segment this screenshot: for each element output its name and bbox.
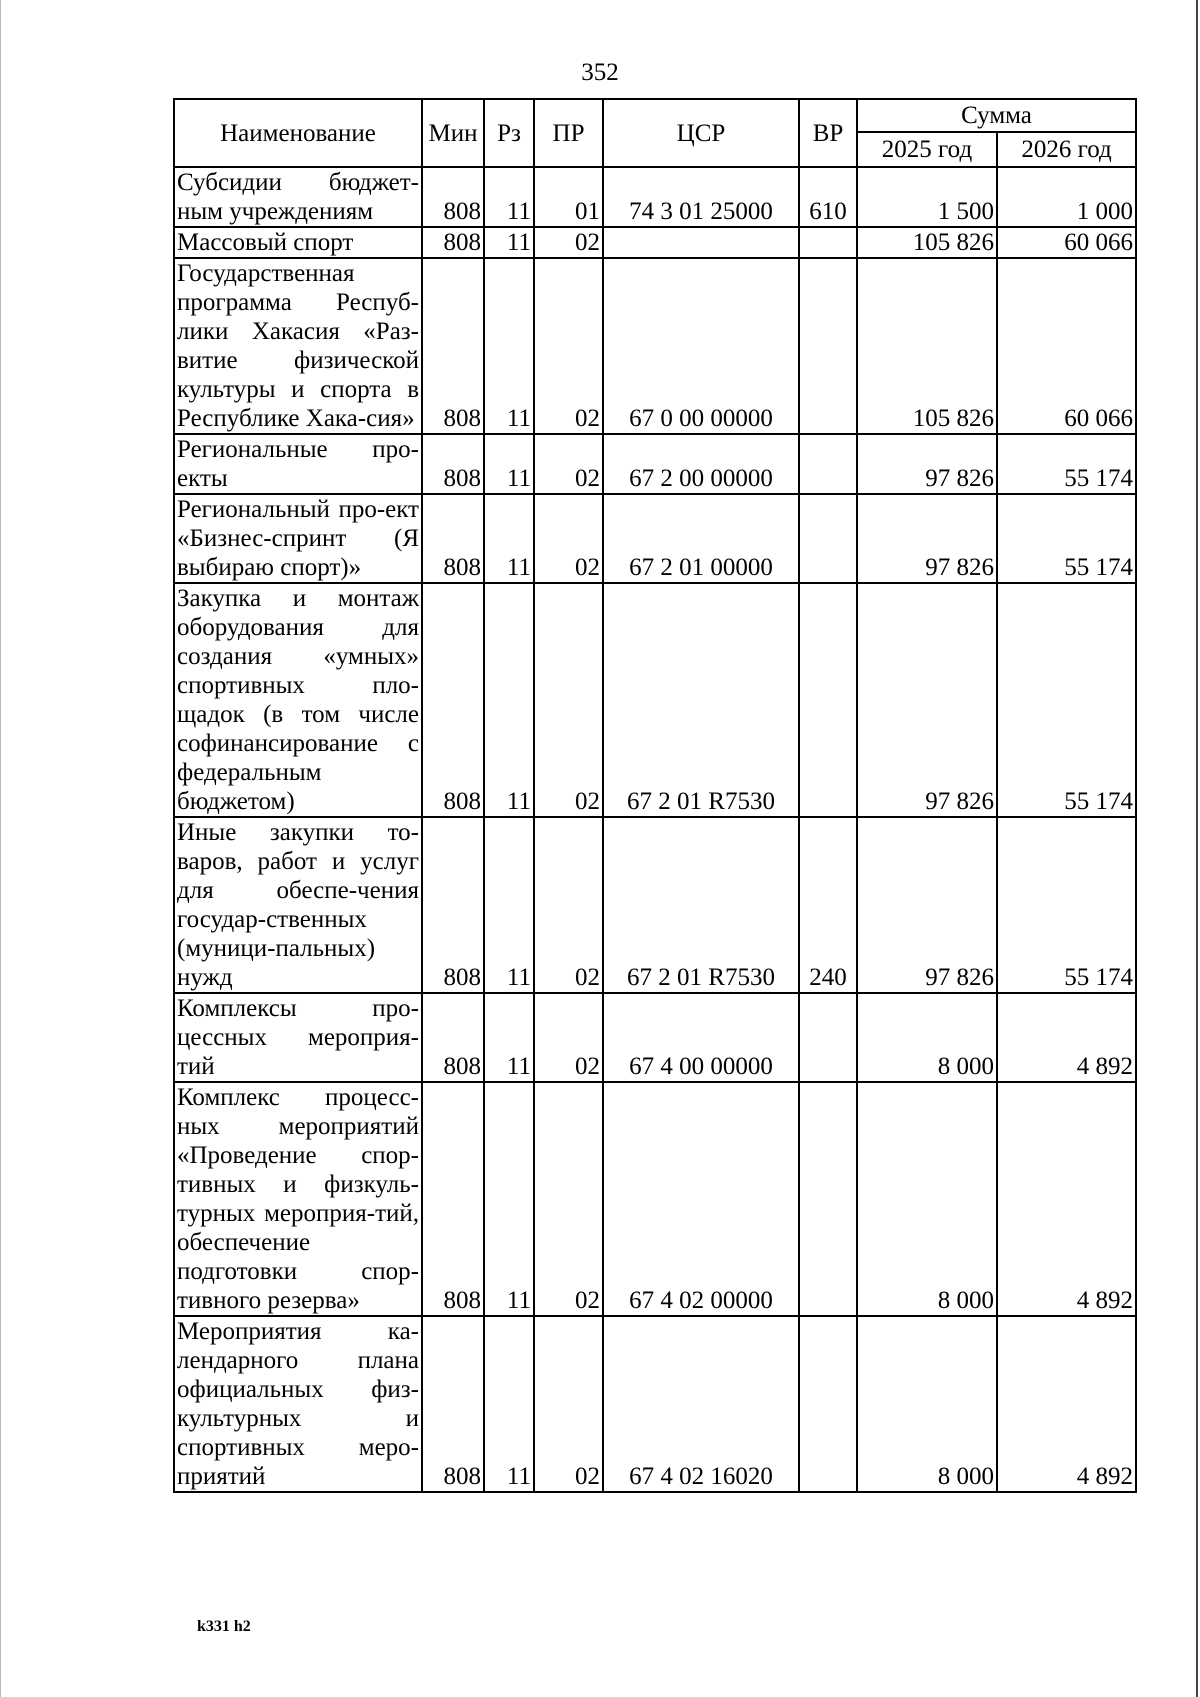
row-csr: 67 0 00 00000 xyxy=(603,258,799,434)
row-name: Иные закупки то-варов, работ и услуг для обеспе-чения государ-ственных (муници-пальных) нужд xyxy=(174,817,422,993)
row-pr: 02 xyxy=(534,434,603,494)
row-sum-2025: 1 500 xyxy=(857,167,997,227)
row-pr: 02 xyxy=(534,1316,603,1492)
row-min: 808 xyxy=(422,1082,484,1316)
row-csr: 67 2 00 00000 xyxy=(603,434,799,494)
row-vr xyxy=(799,494,857,583)
scan-edge-right xyxy=(1196,0,1198,1697)
row-vr xyxy=(799,434,857,494)
row-pr: 02 xyxy=(534,494,603,583)
row-sum-2026: 4 892 xyxy=(997,993,1136,1082)
row-sum-2026: 60 066 xyxy=(997,258,1136,434)
row-min: 808 xyxy=(422,1316,484,1492)
row-pr: 02 xyxy=(534,583,603,817)
row-csr: 67 4 02 00000 xyxy=(603,1082,799,1316)
row-sum-2025: 97 826 xyxy=(857,494,997,583)
header-rz: Рз xyxy=(484,99,534,167)
row-pr: 02 xyxy=(534,993,603,1082)
row-vr xyxy=(799,993,857,1082)
table-row xyxy=(174,1082,1136,1316)
table-row xyxy=(174,434,1136,494)
header-year-2026: 2026 год xyxy=(997,132,1136,167)
row-name: Субсидии бюджет-ным учреждениям xyxy=(174,167,422,227)
row-sum-2025: 8 000 xyxy=(857,1082,997,1316)
row-pr: 02 xyxy=(534,258,603,434)
table-row xyxy=(174,993,1136,1082)
row-rz: 11 xyxy=(484,434,534,494)
header-sum: Сумма xyxy=(857,99,1136,132)
row-rz: 11 xyxy=(484,817,534,993)
row-rz: 11 xyxy=(484,993,534,1082)
row-name: Региональные про-екты xyxy=(174,434,422,494)
scan-edge-left xyxy=(0,0,1,1697)
row-sum-2025: 105 826 xyxy=(857,258,997,434)
row-csr xyxy=(603,227,799,258)
row-sum-2026: 55 174 xyxy=(997,817,1136,993)
header-name: Наименование xyxy=(174,99,422,167)
row-vr xyxy=(799,583,857,817)
row-csr: 67 4 02 16020 xyxy=(603,1316,799,1492)
header-pr: ПР xyxy=(534,99,603,167)
footer-code: k331 h2 xyxy=(197,1618,251,1635)
row-min: 808 xyxy=(422,434,484,494)
row-csr: 67 4 00 00000 xyxy=(603,993,799,1082)
table-row xyxy=(174,1316,1136,1492)
row-min: 808 xyxy=(422,258,484,434)
row-sum-2025: 97 826 xyxy=(857,817,997,993)
row-csr: 74 3 01 25000 xyxy=(603,167,799,227)
header-vr: ВР xyxy=(799,99,857,167)
table-row xyxy=(174,227,1136,258)
row-rz: 11 xyxy=(484,167,534,227)
row-vr xyxy=(799,1082,857,1316)
header-csr: ЦСР xyxy=(603,99,799,167)
row-rz: 11 xyxy=(484,227,534,258)
row-vr: 610 xyxy=(799,167,857,227)
header-year-2025: 2025 год xyxy=(857,132,997,167)
row-sum-2026: 4 892 xyxy=(997,1316,1136,1492)
page-number: 352 xyxy=(581,59,619,86)
row-sum-2025: 8 000 xyxy=(857,1316,997,1492)
row-sum-2026: 60 066 xyxy=(997,227,1136,258)
row-pr: 02 xyxy=(534,1082,603,1316)
row-sum-2026: 1 000 xyxy=(997,167,1136,227)
row-name: Массовый спорт xyxy=(174,227,422,258)
row-sum-2026: 4 892 xyxy=(997,1082,1136,1316)
row-sum-2026: 55 174 xyxy=(997,494,1136,583)
table-row xyxy=(174,494,1136,583)
row-rz: 11 xyxy=(484,258,534,434)
row-pr: 02 xyxy=(534,227,603,258)
row-vr: 240 xyxy=(799,817,857,993)
row-min: 808 xyxy=(422,817,484,993)
row-sum-2025: 97 826 xyxy=(857,583,997,817)
row-name: Закупка и монтаж оборудования для создания «умных» спортивных пло-щадок (в том числе софинансирование с федеральным бюджетом) xyxy=(174,583,422,817)
row-name: Государственная программа Респуб-лики Хакасия «Раз-витие физической культуры и спорта в Республике Хака-сия» xyxy=(174,258,422,434)
row-vr xyxy=(799,1316,857,1492)
row-min: 808 xyxy=(422,227,484,258)
row-name: Мероприятия ка-лендарного плана официальных физ-культурных и спортивных меро-приятий xyxy=(174,1316,422,1492)
budget-table xyxy=(173,98,1137,1493)
table-row xyxy=(174,583,1136,817)
row-csr: 67 2 01 R7530 xyxy=(603,583,799,817)
row-pr: 01 xyxy=(534,167,603,227)
row-sum-2026: 55 174 xyxy=(997,583,1136,817)
row-min: 808 xyxy=(422,993,484,1082)
row-vr xyxy=(799,227,857,258)
row-csr: 67 2 01 R7530 xyxy=(603,817,799,993)
row-rz: 11 xyxy=(484,583,534,817)
row-rz: 11 xyxy=(484,494,534,583)
row-min: 808 xyxy=(422,167,484,227)
row-name: Комплекс процесс-ных мероприятий «Проведение спор-тивных и физкуль-турных мероприя-тий, обеспечение подготовки спор-тивного резерва» xyxy=(174,1082,422,1316)
row-rz: 11 xyxy=(484,1316,534,1492)
table-row xyxy=(174,167,1136,227)
row-name: Региональный про-ект «Бизнес-спринт (Я выбираю спорт)» xyxy=(174,494,422,583)
row-vr xyxy=(799,258,857,434)
row-sum-2025: 105 826 xyxy=(857,227,997,258)
table-row xyxy=(174,258,1136,434)
row-min: 808 xyxy=(422,494,484,583)
row-pr: 02 xyxy=(534,817,603,993)
row-name: Комплексы про-цессных мероприя-тий xyxy=(174,993,422,1082)
row-sum-2025: 8 000 xyxy=(857,993,997,1082)
row-sum-2026: 55 174 xyxy=(997,434,1136,494)
row-rz: 11 xyxy=(484,1082,534,1316)
table-row xyxy=(174,817,1136,993)
header-min: Мин xyxy=(422,99,484,167)
row-sum-2025: 97 826 xyxy=(857,434,997,494)
row-min: 808 xyxy=(422,583,484,817)
row-csr: 67 2 01 00000 xyxy=(603,494,799,583)
